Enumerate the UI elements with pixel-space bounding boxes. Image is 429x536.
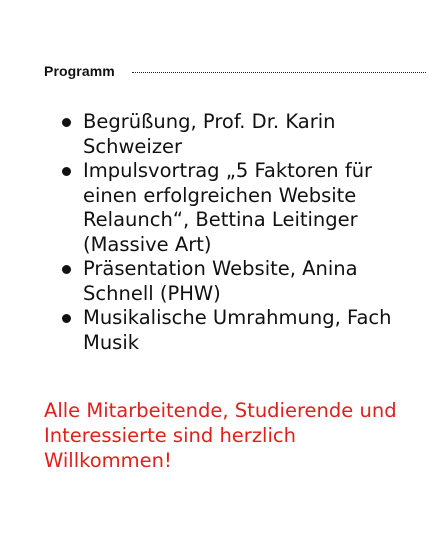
agenda-item-text: Präsentation Website, Anina Schnell (PHW)	[83, 257, 358, 305]
welcome-notice: Alle Mitarbeitende, Studierende und Interessierte sind herzlich Willkommen!	[44, 399, 397, 472]
agenda-item-text: Impulsvortrag „5 Faktoren für einen erfolgreichen Website Relaunch“, Bettina Leitinger (Massive Art)	[83, 159, 373, 256]
program-header	[44, 63, 426, 79]
agenda-item-text: Begrüßung, Prof. Dr. Karin Schweizer	[83, 110, 336, 158]
agenda-item	[62, 306, 392, 355]
agenda-list	[62, 110, 392, 355]
bullet-icon	[62, 167, 71, 176]
dotted-divider	[132, 72, 426, 73]
section-title: Programm	[44, 63, 115, 79]
agenda-item-text: Musikalische Umrahmung, Fach Musik	[83, 306, 392, 354]
bullet-icon	[62, 265, 71, 274]
agenda-item	[62, 159, 392, 257]
bullet-icon	[62, 118, 71, 127]
agenda-item	[62, 257, 392, 306]
bullet-icon	[62, 314, 71, 323]
agenda-item	[62, 110, 392, 159]
